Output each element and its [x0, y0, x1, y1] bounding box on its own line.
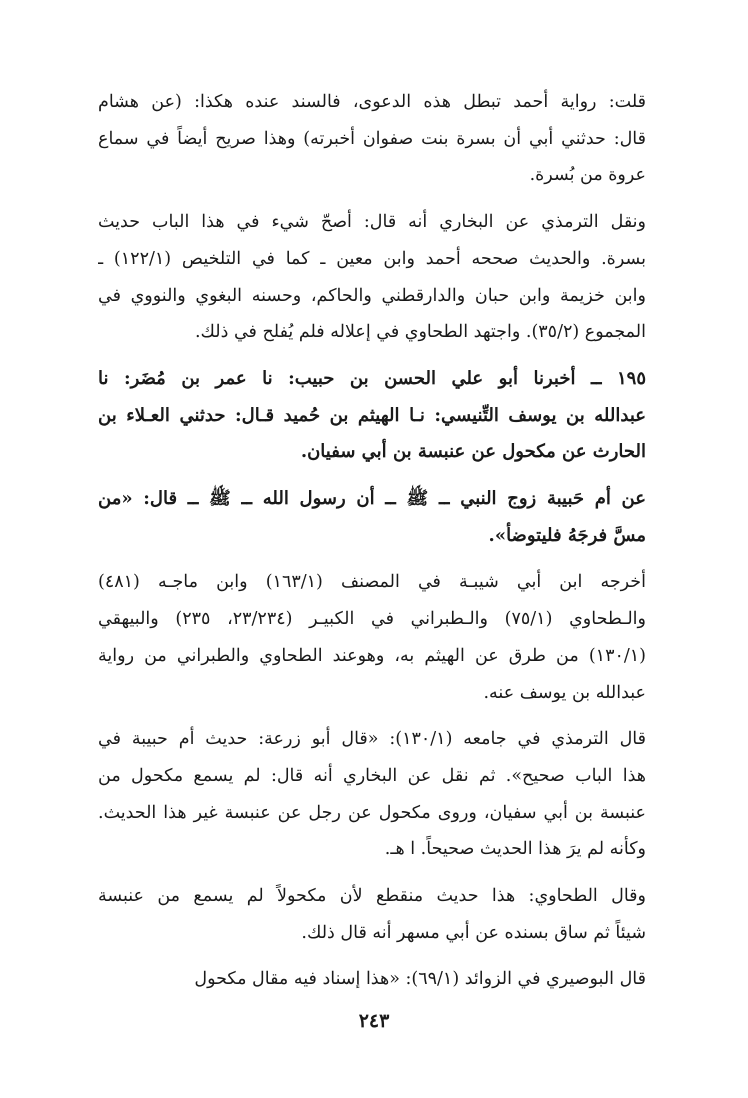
paragraph-p7	[98, 878, 646, 951]
paragraph-p4	[98, 481, 646, 554]
text-line: الحارث عن مكحول عن عنبسة بن أبي سفيان.	[300, 441, 646, 463]
text-line: أخرجه ابن أبي شيبـة في المصنف (١٦٣/١) وابن ماجـه (٤٨١)	[98, 572, 646, 593]
paragraph-p2	[98, 204, 646, 351]
text-line: قلت: رواية أحمد تبطل هذه الدعوى، فالسند عنده هكذا: (عن هشام	[98, 92, 646, 112]
text-line: مسَّ فرجَهُ فليتوضأ».	[488, 524, 646, 546]
page-body	[98, 84, 646, 998]
text-line: عن أم حَبيبة زوج النبي ــ ﷺ ــ أن رسول الله ــ ﷺ ــ قال: «من	[98, 488, 646, 510]
page-number: ٢٤٣	[358, 1010, 390, 1032]
text-line: عبدالله بن يوسف عنه.	[483, 682, 646, 703]
text-line: قال البوصيري في الزوائد (٦٩/١): «هذا إسناد فيه مقال مكحول	[194, 969, 646, 990]
text-line: المجموع (٣٥/٢). واجتهد الطحاوي في إعلاله فلم يُفلح في ذلك.	[194, 322, 646, 343]
paragraph-p3	[98, 361, 646, 471]
text-line: هذا الباب صحيح». ثم نقل عن البخاري أنه قال: لم يسمع مكحول من	[98, 765, 646, 786]
text-line: وكأنه لم يرَ هذا الحديث صحيحاً. ا هـ.	[384, 839, 646, 860]
text-line: بسرة. والحديث صححه أحمد وابن معين ـ كما في التلخيص (١٢٢/١) ـ	[98, 248, 646, 269]
text-line: عبدالله بن يوسف التِّنيسي: نـا الهيثم بن حُميد قـال: حدثني العـلاء بن	[98, 404, 646, 426]
text-line: عروة من بُسرة.	[529, 165, 646, 186]
text-line: والـطحاوي (٧٥/١) والـطبراني في الكبيـر (٢٣/٢٣٤، ٢٣٥) والبيهقي	[98, 609, 646, 630]
paragraph-p6	[98, 721, 646, 868]
paragraph-p5	[98, 564, 646, 711]
text-line: عنبسة بن أبي سفيان، وروى مكحول عن رجل عن عنبسة غير هذا الحديث.	[98, 802, 646, 823]
text-line: ونقل الترمذي عن البخاري أنه قال: أصحّ شيء في هذا الباب حديث	[98, 212, 646, 233]
text-line: قال: حدثني أبي أن بسرة بنت صفوان أخبرته) وهذا صريح أيضاً في سماع	[98, 128, 646, 149]
text-line: (١٣٠/١) من طرق عن الهيثم به، وهوعند الطحاوي والطبراني من رواية	[98, 645, 646, 666]
text-line: ١٩٥ ــ أخبرنا أبو علي الحسن بن حبيب: نا عمر بن مُضَر: نا	[98, 367, 646, 389]
text-line: قال الترمذي في جامعه (١٣٠/١): «قال أبو زرعة: حديث أم حبيبة في	[98, 729, 646, 750]
text-line: شيئاً ثم ساق بسنده عن أبي مسهر أنه قال ذلك.	[301, 922, 646, 943]
paragraph-p1	[98, 84, 646, 194]
text-line: وقال الطحاوي: هذا حديث منقطع لأن مكحولاً لم يسمع من عنبسة	[98, 886, 646, 907]
paragraph-p8	[98, 961, 646, 998]
text-line: وابن خزيمة وابن حبان والدارقطني والحاكم، وحسنه البغوي والنووي في	[98, 285, 646, 306]
